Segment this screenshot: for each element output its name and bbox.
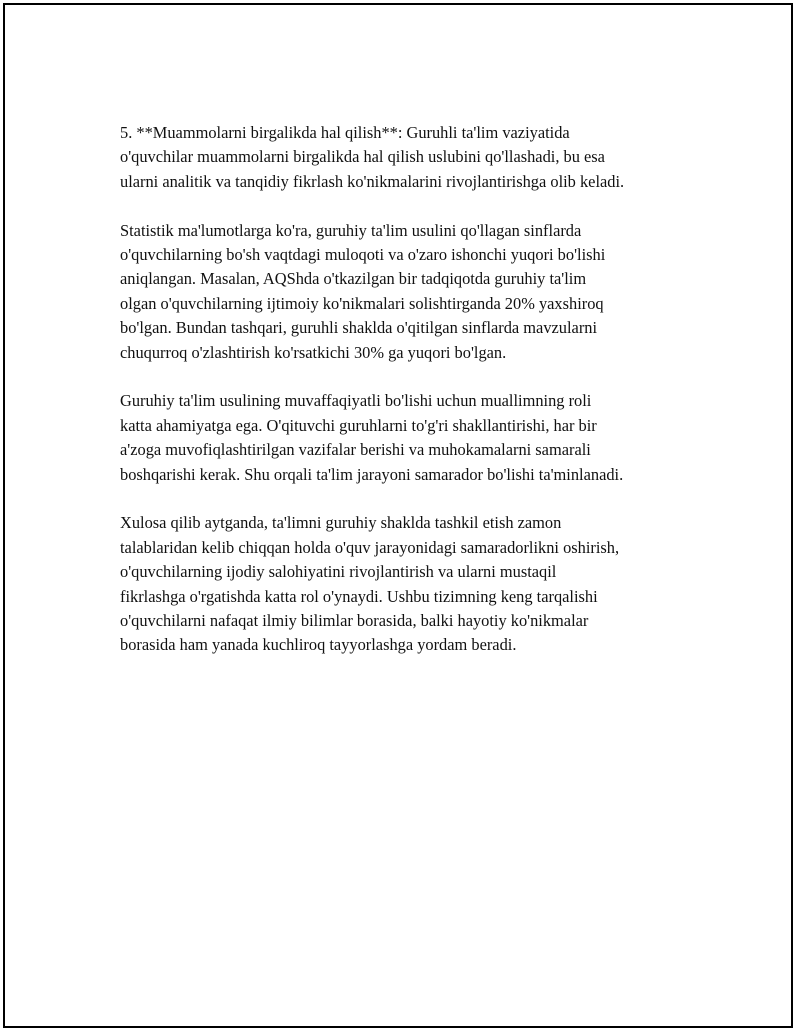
text-line: talablaridan kelib chiqqan holda o'quv jarayonidagi samaradorlikni oshirish, <box>120 537 620 557</box>
text-line: bo'lgan. Bundan tashqari, guruhli shaklda o'qitilgan sinflarda mavzularni <box>120 318 598 338</box>
text-line: a'zoga muvofiqlashtirilgan vazifalar berishi va muhokamalarni samarali <box>120 440 591 460</box>
text-line: chuqurroq o'zlashtirish ko'rsatkichi 30% ga yuqori bo'lgan. <box>120 342 507 362</box>
document-body <box>120 121 700 682</box>
text-line: Guruhiy ta'lim usulining muvaffaqiyatli bo'lishi uchun muallimning roli <box>120 391 592 411</box>
text-line: Statistik ma'lumotlarga ko'ra, guruhiy ta'lim usulini qo'llagan sinflarda <box>120 220 582 240</box>
text-line: olgan o'quvchilarning ijtimoiy ko'nikmalari solishtirganda 20% yaxshiroq <box>120 293 604 313</box>
paragraph-problem-solving <box>120 121 700 194</box>
text-line: o'quvchilarning bo'sh vaqtdagi muloqoti va o'zaro ishonchi yuqori bo'lishi <box>120 245 606 265</box>
text-line: 5. **Muammolarni birgalikda hal qilish**: Guruhli ta'lim vaziyatida <box>120 123 570 142</box>
text-line: Xulosa qilib aytganda, ta'limni guruhiy shaklda tashkil etish zamon <box>120 513 562 533</box>
text-line: aniqlangan. Masalan, AQShda o'tkazilgan bir tadqiqotda guruhiy ta'lim <box>120 269 587 289</box>
paragraph-teacher-role <box>120 389 700 487</box>
text-line: fikrlashga o'rgatishda katta rol o'ynaydi. Ushbu tizimning keng tarqalishi <box>120 586 598 606</box>
paragraph-statistics <box>120 219 700 365</box>
document-page <box>3 3 793 1028</box>
text-line: borasida ham yanada kuchliroq tayyorlashga yordam beradi. <box>120 635 517 655</box>
text-line: ularni analitik va tanqidiy fikrlash ko'nikmalarini rivojlantirishga olib keladi. <box>120 171 625 191</box>
text-line: o'quvchilarni nafaqat ilmiy bilimlar borasida, balki hayotiy ko'nikmalar <box>120 611 589 631</box>
paragraph-conclusion <box>120 511 700 657</box>
text-line: boshqarishi kerak. Shu orqali ta'lim jarayoni samarador bo'lishi ta'minlanadi. <box>120 464 624 484</box>
text-line: o'quvchilar muammolarni birgalikda hal qilish uslubini qo'llashadi, bu esa <box>120 147 605 167</box>
text-line: o'quvchilarning ijodiy salohiyatini rivojlantirish va ularni mustaqil <box>120 562 557 582</box>
text-line: katta ahamiyatga ega. O'qituvchi guruhlarni to'g'ri shakllantirishi, har bir <box>120 415 597 435</box>
